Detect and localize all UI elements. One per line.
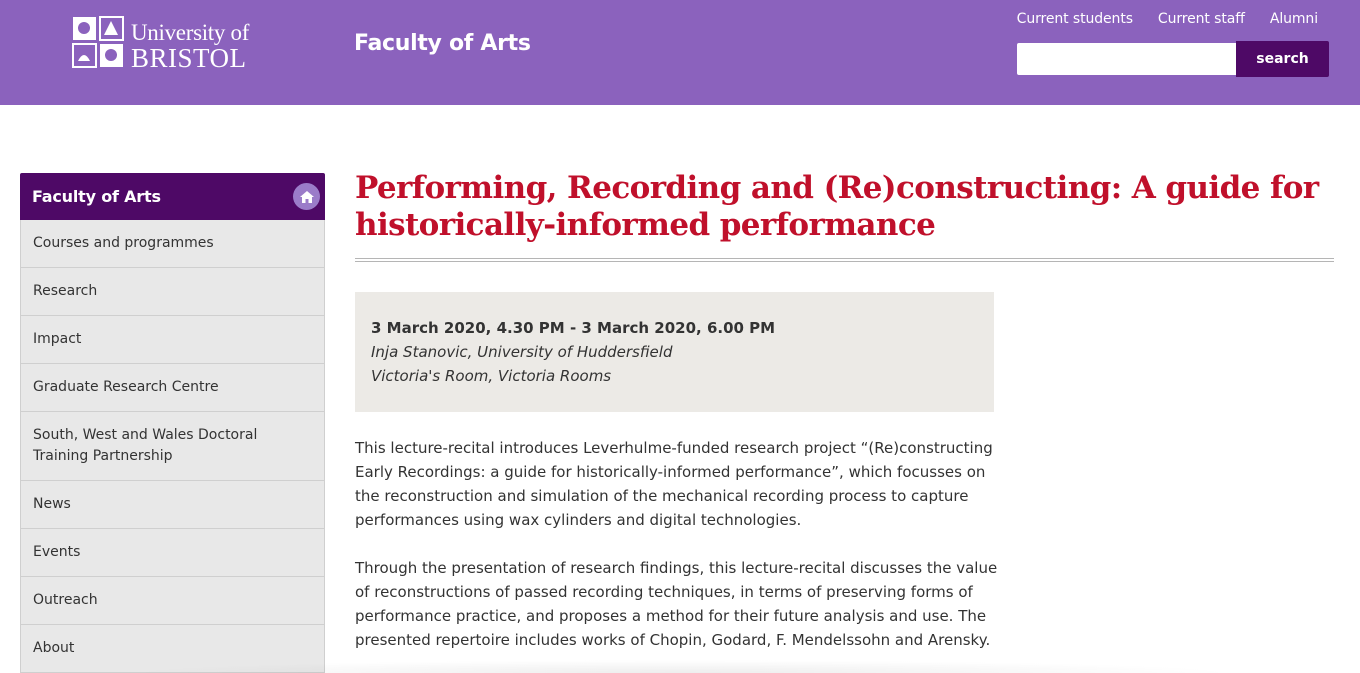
event-details [355, 292, 994, 412]
crest-icon [71, 15, 125, 69]
page-title: Performing, Recording and (Re)constructing: A guide for historically-informed performance [355, 170, 1319, 243]
event-speaker: Inja Stanovic, University of Huddersfield [371, 343, 673, 361]
site-header [0, 0, 1360, 105]
sidebar-item-about[interactable]: About [20, 625, 325, 673]
sidebar-item-courses[interactable]: Courses and programmes [20, 220, 325, 268]
event-description-paragraph-1: This lecture-recital introduces Leverhulme-funded research project “(Re)constructing Early Recordings: a guide for historically-informed performance”, which focusses on the reconstruction and simulation of the mechanical recording process to capture performances using wax cylinders and digital technologies. [355, 439, 993, 529]
event-description-paragraph-2: Through the presentation of research findings, this lecture-recital discusses the value of reconstructions of passed recording techniques, in terms of preserving forms of performance practice, and proposes a method for their future analysis and use. The presented repertoire includes works of Chopin, Godard, F. Mendelssohn and Arensky. [355, 559, 998, 649]
event-date: 3 March 2020, 4.30 PM - 3 March 2020, 6.00 PM [371, 319, 776, 337]
faculty-title[interactable]: Faculty of Arts [354, 31, 531, 56]
title-divider [355, 258, 1334, 262]
link-alumni[interactable]: Alumni [1269, 11, 1318, 27]
sidebar-item-graduate-research-centre[interactable]: Graduate Research Centre [20, 364, 325, 412]
sidebar-nav [20, 173, 325, 673]
event-venue: Victoria's Room, Victoria Rooms [371, 367, 612, 385]
link-current-students[interactable]: Current students [1016, 11, 1133, 27]
sidebar-item-events[interactable]: Events [20, 529, 325, 577]
home-glyph [299, 190, 315, 204]
sidebar-item-news[interactable]: News [20, 481, 325, 529]
search-input[interactable] [1017, 43, 1236, 75]
sidebar-item-impact[interactable]: Impact [20, 316, 325, 364]
sidebar-item-research[interactable]: Research [20, 268, 325, 316]
top-links [1017, 11, 1318, 27]
sidebar-item-doctoral-training-partnership[interactable]: South, West and Wales Doctoral Training Partnership [20, 412, 325, 481]
sidebar-title: Faculty of Arts [32, 187, 161, 206]
university-logo[interactable] [71, 15, 256, 71]
sidebar-item-outreach[interactable]: Outreach [20, 577, 325, 625]
logo-line-2: BRISTOL [131, 43, 247, 73]
bottom-shadow [120, 660, 1240, 673]
home-icon[interactable] [293, 183, 320, 210]
search-button[interactable]: search [1236, 41, 1329, 77]
link-current-staff[interactable]: Current staff [1157, 11, 1245, 27]
logo-line-1: University of [131, 20, 250, 45]
sidebar-header[interactable] [20, 173, 325, 220]
